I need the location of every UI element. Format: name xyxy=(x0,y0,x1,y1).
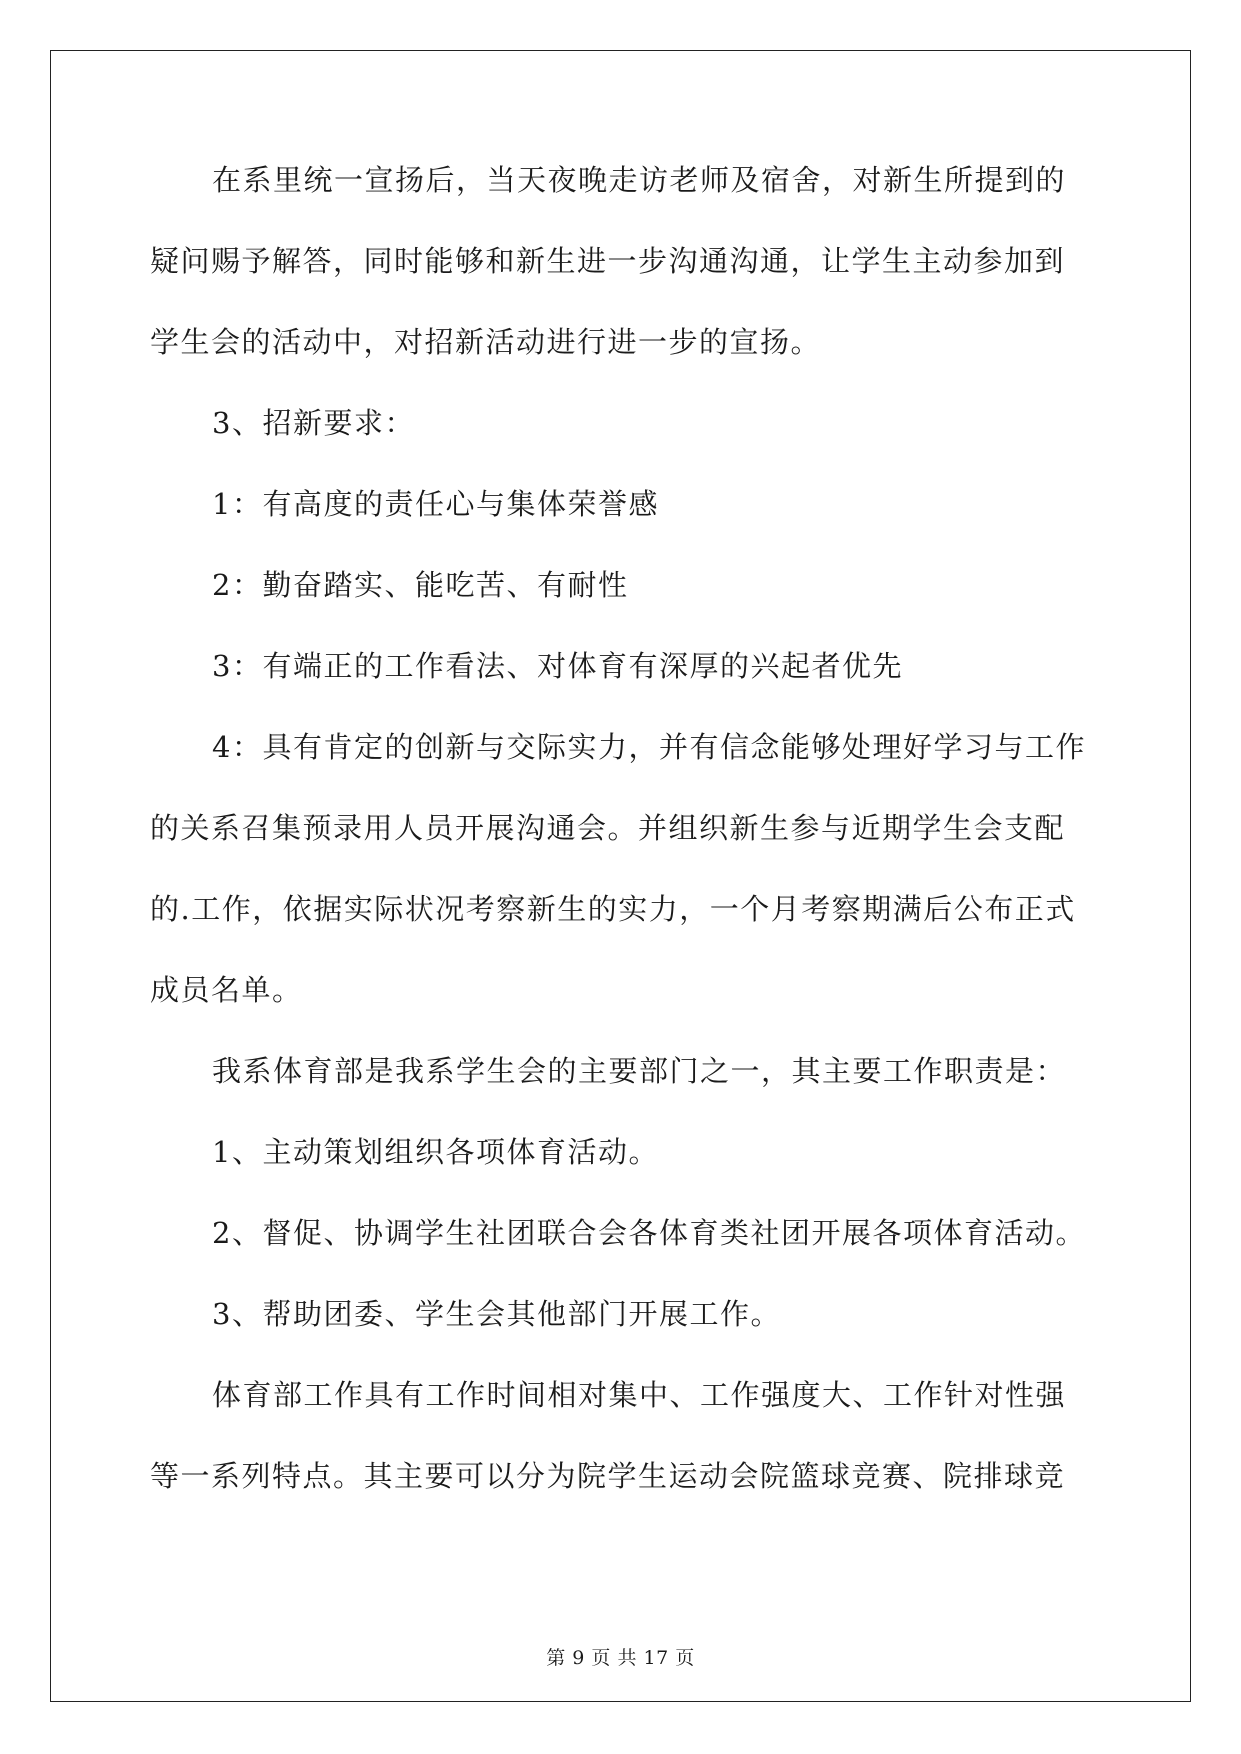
text-line: 4：具有肯定的创新与交际实力，并有信念能够处理好学习与工作 xyxy=(212,730,1086,764)
document-body xyxy=(150,160,1090,1537)
text-line: 学生会的活动中，对招新活动进行进一步的宣扬。 xyxy=(150,325,822,359)
text-line: 1、主动策划组织各项体育活动。 xyxy=(212,1135,659,1169)
text-line: 的关系召集预录用人员开展沟通会。并组织新生参与近期学生会支配 xyxy=(150,811,1066,845)
text-line: 体育部工作具有工作时间相对集中、工作强度大、工作针对性强 xyxy=(212,1378,1067,1412)
text-line: 2、督促、协调学生社团联合会各体育类社团开展各项体育活动。 xyxy=(212,1216,1086,1250)
text-line: 疑问赐予解答，同时能够和新生进一步沟通沟通，让学生主动参加到 xyxy=(150,244,1066,278)
text-line: 3：有端正的工作看法、对体育有深厚的兴起者优先 xyxy=(212,649,903,683)
text-line: 1：有高度的责任心与集体荣誉感 xyxy=(212,487,659,521)
text-line: 成员名单。 xyxy=(150,973,303,1007)
text-line: 等一系列特点。其主要可以分为院学生运动会院篮球竞赛、院排球竞 xyxy=(150,1459,1066,1493)
page-number-footer: 第 9 页 共 17 页 xyxy=(546,1647,695,1669)
text-line: 2：勤奋踏实、能吃苦、有耐性 xyxy=(212,568,629,602)
text-line: 3、招新要求： xyxy=(212,406,415,440)
text-line: 的.工作，依据实际状况考察新生的实力，一个月考察期满后公布正式 xyxy=(150,892,1076,926)
text-line: 我系体育部是我系学生会的主要部门之一，其主要工作职责是： xyxy=(212,1054,1067,1088)
text-line: 3、帮助团委、学生会其他部门开展工作。 xyxy=(212,1297,781,1331)
text-line: 在系里统一宣扬后，当天夜晚走访老师及宿舍，对新生所提到的 xyxy=(212,163,1067,197)
